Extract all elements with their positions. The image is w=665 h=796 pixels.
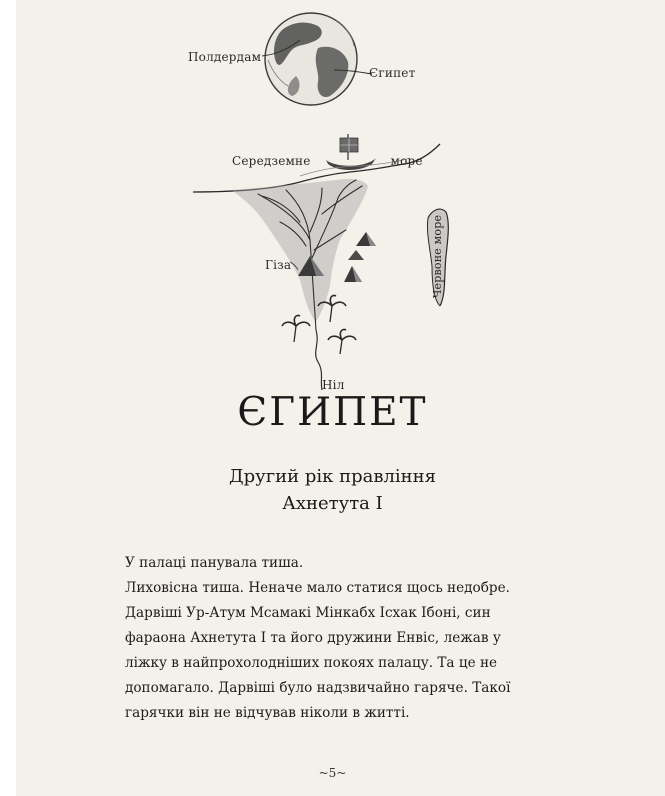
palm-tree-icon: [328, 329, 356, 354]
map-label-mediterranean-sea: Середземне море: [232, 154, 423, 168]
chapter-subtitle-line-1: Другий рік правління: [228, 466, 437, 487]
chapter-title: ЄГИПЕТ: [237, 390, 428, 435]
pyramid-icon: [344, 266, 362, 282]
map-label-nile: Ніл: [322, 378, 345, 392]
paragraph: Дарвіші Ур-Атум Мсамакі Мінкабх Ісхак Ібоні, син фараона Ахнетута І та його дружини Енвіс, лежав у ліжку в найпрохолодніших покоях палацу. Та це не допомагало. Дарвіші було надзвичайно гаряче. Такої гарячки він не відчував ніколи в житті.: [125, 605, 511, 721]
page-number: ~5~: [318, 766, 347, 780]
paragraph: У палаці панувала тиша.: [125, 555, 304, 571]
paragraph: Лиховісна тиша. Неначе мало статися щось недобре.: [125, 580, 510, 596]
map-label-egypt: Єгипет: [369, 66, 416, 80]
pyramid-icon: [356, 232, 376, 246]
globe-icon: [265, 13, 357, 105]
body-text: [125, 551, 545, 726]
map-label-red-sea: Червоне море: [431, 214, 445, 299]
palm-tree-icon: [282, 315, 310, 342]
chapter-subtitle-line-2: Ахнетута І: [282, 493, 383, 514]
map-label-giza: Гіза: [265, 258, 292, 272]
map-label-polderdam: Полдердам: [188, 50, 262, 64]
pyramid-icon: [348, 250, 364, 260]
